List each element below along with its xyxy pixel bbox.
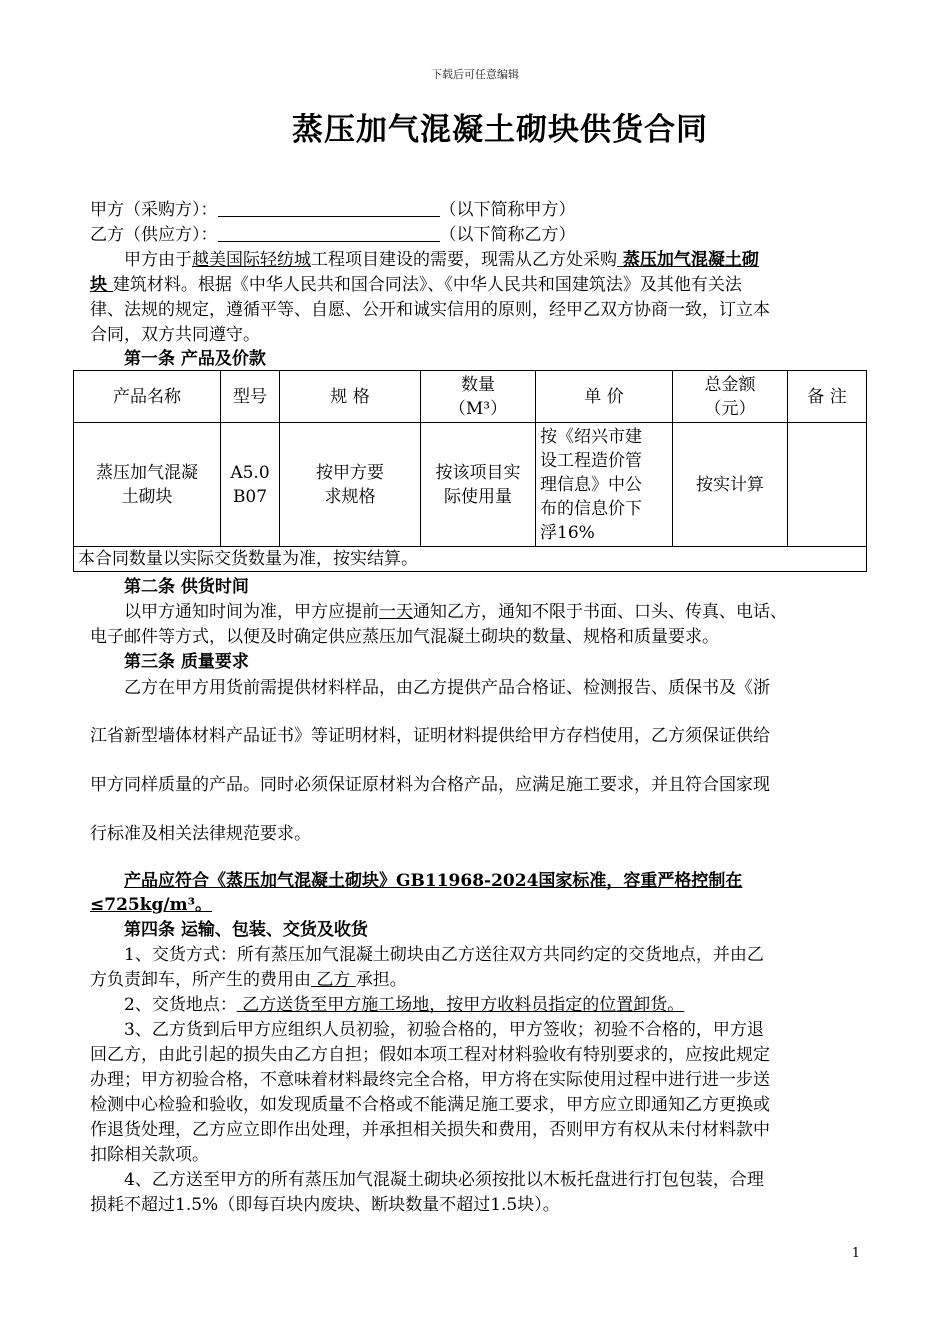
article-4-item-3-line-3: 办理；甲方初验合格，不意味着材料最终完全合格，甲方将在实际使用过程中进行进一步送 — [90, 1070, 770, 1090]
party-b-label: 乙方（供应方）： — [90, 225, 218, 245]
header-model: 型号 — [221, 371, 280, 423]
table-row — [74, 423, 867, 547]
intro-line-2 — [90, 273, 860, 297]
cell-text: B07 — [232, 486, 268, 507]
standard-line-2: ≤725kg/m³。 — [90, 895, 213, 915]
cell-text: 按《绍兴市建 — [540, 426, 642, 447]
table-footnote-row — [74, 547, 867, 572]
article-1-title: 第一条 产品及价款 — [124, 349, 266, 369]
article-text: 方负责卸车，所产生的费用由 — [90, 970, 311, 990]
party-b-line — [90, 223, 860, 247]
article-4-item-3-line-4: 检测中心检验和验收，如发现质量不合格或不能满足施工要求，甲方应立即通知乙方更换或 — [90, 1095, 770, 1115]
product-table — [73, 370, 867, 572]
product-name: 蒸压加气混凝土砌 — [617, 250, 759, 270]
party-a-line — [90, 198, 860, 222]
article-4-title: 第四条 运输、包装、交货及收货 — [124, 920, 368, 940]
table-footnote: 本合同数量以实际交货数量为准，按实结算。 — [74, 547, 867, 572]
cell-product-name — [74, 423, 221, 547]
party-a-label: 甲方（采购方）： — [90, 200, 218, 220]
project-name: 越美国际轻纺城 — [192, 250, 311, 270]
header-remark: 备 注 — [788, 371, 867, 423]
contract-title: 蒸压加气混凝土砌块供货合同 — [292, 112, 708, 148]
header-unit-price: 单 价 — [536, 371, 673, 423]
header-total-label: 总金额 — [704, 374, 756, 395]
article-text: 通知乙方，通知不限于书面、口头、传真、电话、 — [413, 602, 787, 622]
header-note: 下载后可任意编辑 — [431, 68, 519, 81]
article-4-item-3-line-2: 回乙方，由此引起的损失由乙方自担；假如本项工程对材料验收有特别要求的，应按此规定 — [90, 1045, 770, 1065]
party-a-blank — [218, 199, 440, 217]
header-product-name: 产品名称 — [74, 371, 221, 423]
cell-text: 际使用量 — [444, 486, 512, 507]
article-4-item-3-line-5: 作退货处理，乙方应立即作出处理，并承担相关损失和费用，否则甲方有权从未付材料款中 — [90, 1120, 770, 1140]
intro-line-1 — [90, 248, 860, 272]
standard-line-1: 产品应符合《蒸压加气混凝土砌块》GB11968-2024国家标准，容重严格控制在 — [124, 871, 743, 891]
cost-bearer: 乙方 — [311, 970, 356, 990]
cell-text: A5.0 — [230, 462, 270, 483]
header-total — [673, 371, 788, 423]
delivery-location: 乙方送货至甲方施工场地，按甲方收料员指定的位置卸货。 — [236, 995, 685, 1015]
cell-text: 土砌块 — [121, 486, 173, 507]
product-name: 块 — [90, 275, 113, 295]
article-3-line-3: 甲方同样质量的产品。同时必须保证原材料为合格产品，应满足施工要求，并且符合国家现 — [90, 775, 770, 795]
article-text: 2、交货地点： — [124, 995, 237, 1015]
cell-text: 求规格 — [324, 486, 376, 507]
party-a-suffix: （以下简称甲方） — [439, 200, 576, 220]
cell-total: 按实计算 — [673, 423, 788, 547]
intro-text: 甲方由于 — [124, 250, 192, 270]
cell-text: 蒸压加气混凝 — [96, 462, 198, 483]
article-2-title: 第二条 供货时间 — [124, 577, 249, 597]
header-quantity-label: 数量 — [461, 374, 495, 395]
table-header-row — [74, 371, 867, 423]
cell-text: 按甲方要 — [316, 462, 384, 483]
intro-text: 工程项目建设的需要，现需从乙方处采购 — [311, 250, 617, 270]
cell-text: 布的信息价下 — [540, 498, 642, 519]
article-3-line-4: 行标准及相关法律规范要求。 — [90, 824, 311, 844]
article-4-item-3-line-6: 扣除相关款项。 — [90, 1145, 209, 1165]
header-total-unit: （元） — [704, 398, 756, 419]
cell-text: 理信息》中公 — [540, 474, 642, 495]
cell-spec — [280, 423, 421, 547]
page-number: 1 — [851, 1246, 860, 1261]
article-4-item-4-line-1: 4、乙方送至甲方的所有蒸压加气混凝土砌块必须按批以木板托盘进行打包包装，合理 — [124, 1170, 764, 1190]
article-4-item-1-line-1: 1、交货方式：所有蒸压加气混凝土砌块由乙方送往双方共同约定的交货地点，并由乙 — [124, 945, 764, 965]
intro-text: 建筑材料。根据《中华人民共和国合同法》、《中华人民共和国建筑法》及其他有关法 — [112, 275, 742, 295]
article-2-line-2: 电子邮件等方式，以便及时确定供应蒸压加气混凝土砌块的数量、规格和质量要求。 — [90, 627, 719, 647]
header-quantity-unit: （M³） — [448, 398, 508, 419]
article-text: 以甲方通知时间为准，甲方应提前 — [124, 602, 379, 622]
article-4-item-1-line-2 — [90, 968, 860, 992]
intro-line-3: 律、法规的规定，遵循平等、自愿、公开和诚实信用的原则，经甲乙双方协商一致，订立本 — [90, 300, 770, 320]
article-4-item-3-line-1: 3、乙方货到后甲方应组织人员初验，初验合格的，甲方签收；初验不合格的，甲方退 — [124, 1020, 764, 1040]
article-4-item-4-line-2: 损耗不超过1.5%（即每百块内废块、断块数量不超过1.5块）。 — [90, 1195, 560, 1215]
article-3-title: 第三条 质量要求 — [124, 652, 249, 672]
cell-text: 设工程造价管 — [540, 450, 642, 471]
cell-unit-price — [536, 423, 673, 547]
cell-quantity — [421, 423, 536, 547]
intro-line-4: 合同，双方共同遵守。 — [90, 325, 260, 345]
article-4-item-2 — [90, 993, 860, 1017]
cell-remark — [788, 423, 867, 547]
cell-text: 按该项目实 — [435, 462, 521, 483]
party-b-suffix: （以下简称乙方） — [439, 225, 576, 245]
header-quantity — [421, 371, 536, 423]
header-spec: 规 格 — [280, 371, 421, 423]
article-2-line-1 — [90, 600, 860, 624]
article-3-line-1: 乙方在甲方用货前需提供材料样品，由乙方提供产品合格证、检测报告、质保书及《浙 — [124, 678, 770, 698]
article-3-line-2: 江省新型墙体材料产品证书》等证明材料，证明材料提供给甲方存档使用，乙方须保证供给 — [90, 726, 770, 746]
cell-model — [221, 423, 280, 547]
notice-period: 一天 — [379, 602, 413, 622]
party-b-blank — [218, 224, 440, 242]
cell-text: 浮16% — [540, 522, 595, 543]
article-text: 承担。 — [355, 970, 407, 990]
